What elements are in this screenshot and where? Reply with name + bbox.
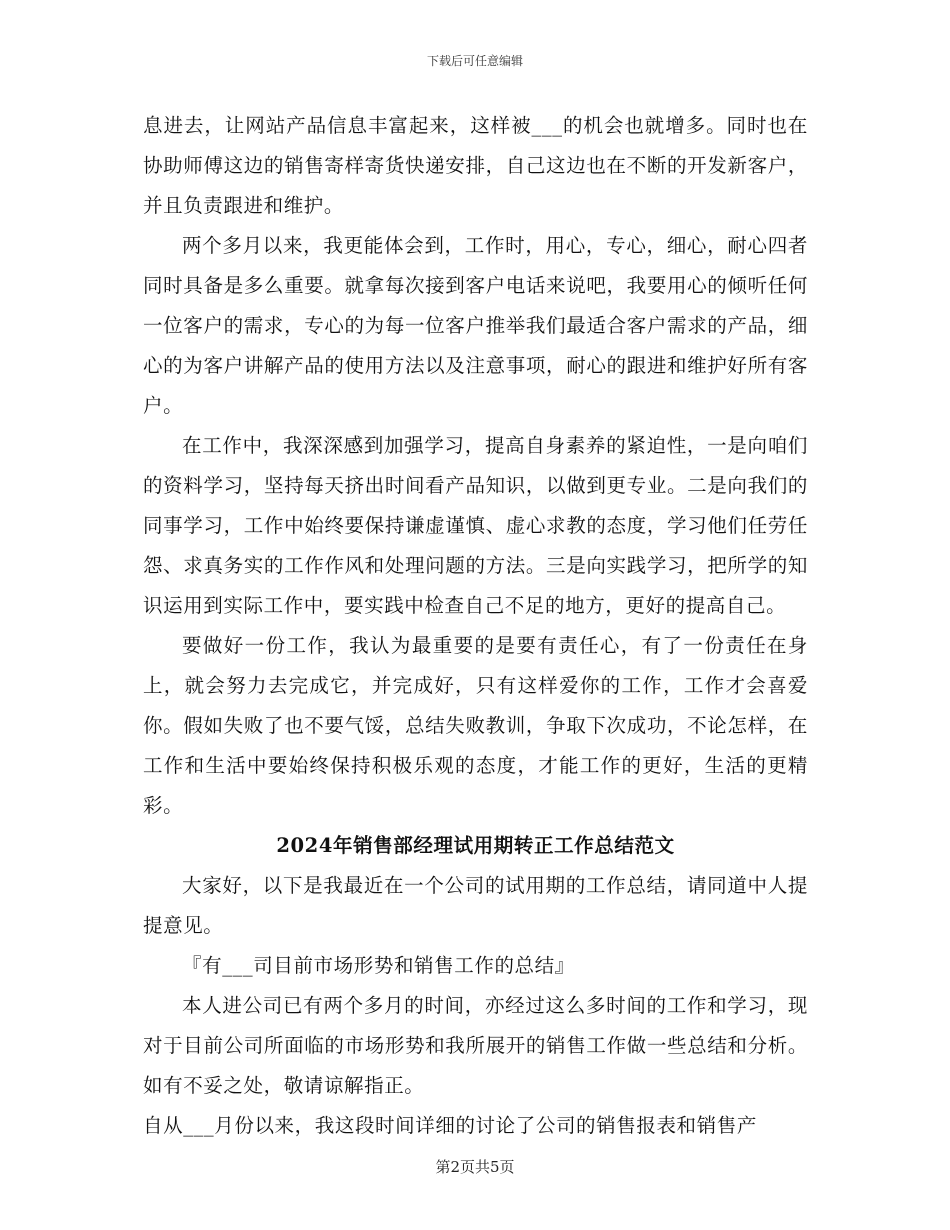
paragraph-1: 息进去，让网站产品信息丰富起来，这样被___的机会也就增多。同时也在协助师傅这边的销售寄样寄货快递安排，自己这边也在不断的开发新客户，并且负责跟进和维护。 [143, 114, 808, 217]
paragraph-6: 『有___司目前市场形势和销售工作的总结』 [182, 954, 575, 977]
section-title: 2024年销售部经理试用期转正工作总结范文 [276, 834, 675, 857]
paragraph-8: 自从___月份以来，我这段时间详细的讨论了公司的销售报表和销售产 [143, 1114, 757, 1137]
paragraph-7: 本人进公司已有两个多月的时间，亦经过这么多时间的工作和学习，现对于目前公司所面临的市场形势和我所展开的销售工作做一些总结和分析。如有不妥之处，敬请谅解指正。 [143, 994, 808, 1097]
header-note: 下载后可任意编辑 [426, 54, 523, 68]
paragraph-3: 在工作中，我深深感到加强学习，提高自身素养的紧迫性，一是向咱们的资料学习，坚持每天挤出时间看产品知识，以做到更专业。二是向我们的同事学习，工作中始终要保持谦虚谨慎、虚心求教的态度，学习他们任劳任怨、求真务实的工作作风和处理问题的方法。三是向实践学习，把所学的知识运用到实际工作中，要实践中检查自己不足的地方，更好的提高自己。 [143, 434, 808, 617]
document-body [143, 106, 808, 1146]
paragraph-2: 两个多月以来，我更能体会到，工作时，用心，专心，细心，耐心四者同时具备是多么重要。就拿每次接到客户电话来说吧，我要用心的倾听任何一位客户的需求，专心的为每一位客户推举我们最适合客户需求的产品，细心的为客户讲解产品的使用方法以及注意事项，耐心的跟进和维护好所有客户。 [143, 234, 808, 417]
paragraph-5: 大家好，以下是我最近在一个公司的试用期的工作总结，请同道中人提提意见。 [143, 874, 808, 937]
page-number: 第2页共5页 [435, 1158, 515, 1176]
paragraph-4: 要做好一份工作，我认为最重要的是要有责任心，有了一份责任在身上，就会努力去完成它，并完成好，只有这样爱你的工作，工作才会喜爱你。假如失败了也不要气馁，总结失败教训，争取下次成功，不论怎样，在工作和生活中要始终保持积极乐观的态度，才能工作的更好，生活的更精彩。 [143, 634, 808, 817]
